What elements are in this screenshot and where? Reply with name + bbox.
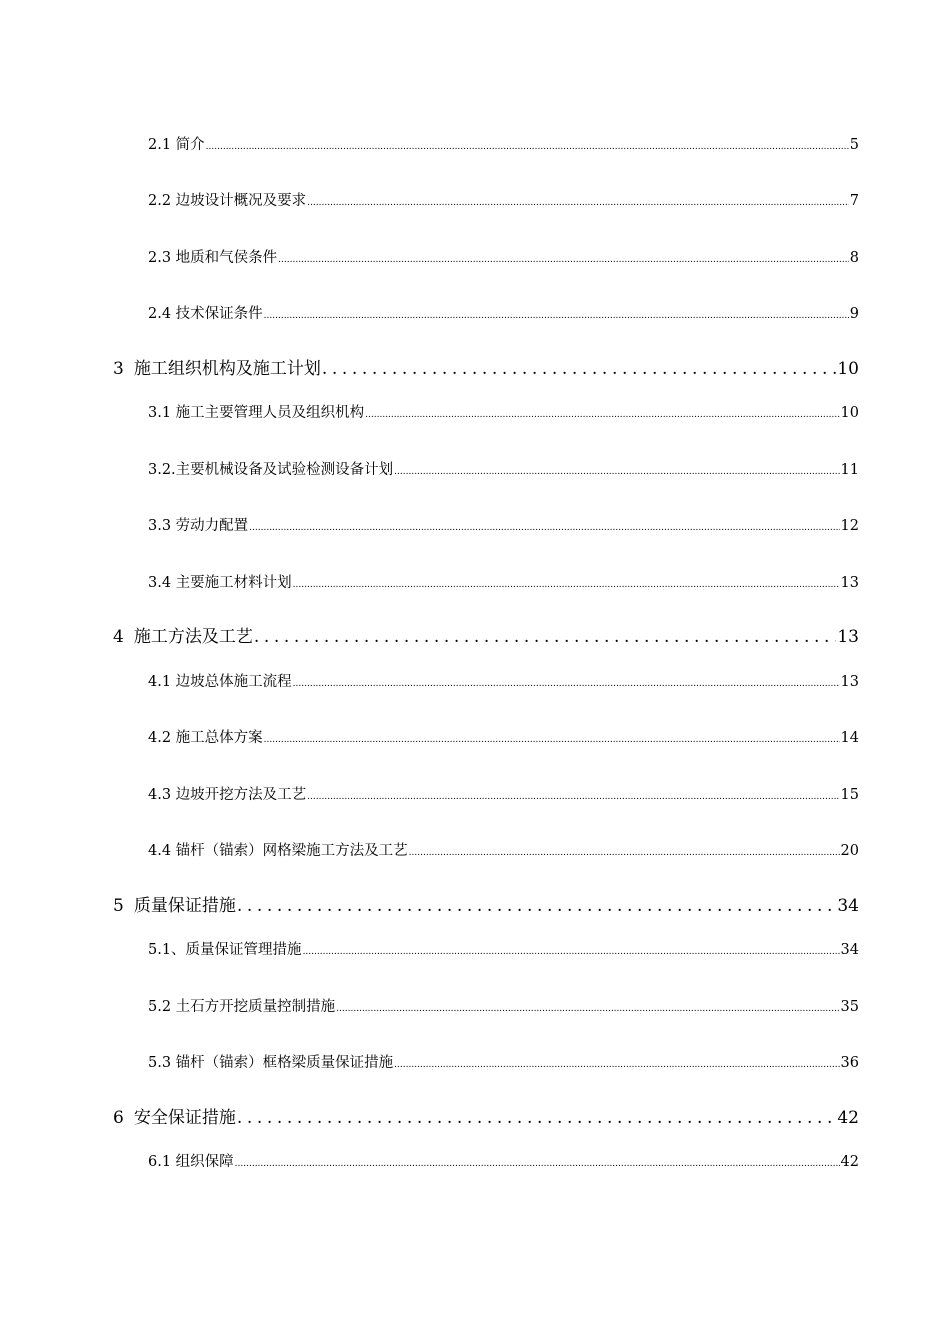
toc-chapter-title-group [113, 891, 236, 916]
dot-leader [264, 311, 849, 321]
toc-page-number: 15 [840, 787, 859, 803]
toc-page-number: 14 [840, 730, 859, 746]
toc-entry-title: 3.3 劳动力配置 [148, 518, 249, 534]
dot-leader [249, 523, 839, 533]
toc-chapter-number: 4 [113, 627, 124, 647]
toc-chapter-title: 施工组织机构及施工计划 [133, 359, 321, 379]
toc-page-number: 8 [849, 250, 859, 266]
toc-entry[interactable] [148, 995, 859, 1016]
toc-chapter-number: 6 [113, 1108, 124, 1128]
dot-leader [235, 1159, 840, 1169]
toc-entry[interactable] [148, 726, 859, 747]
toc-chapter-number: 3 [113, 359, 124, 379]
toc-entry-title: 2.2 边坡设计概况及要求 [148, 193, 307, 209]
dot-leader [278, 255, 849, 265]
toc-entry-title: 2.1 简介 [148, 137, 205, 153]
toc-entry-title: 2.3 地质和气侯条件 [148, 250, 278, 266]
toc-page-number: 7 [849, 193, 859, 209]
toc-page-number: 9 [849, 306, 859, 322]
dot-leader [303, 947, 840, 957]
toc-entry[interactable] [148, 133, 859, 154]
toc-page-number: 34 [837, 896, 859, 916]
toc-entry-title: 4.4 锚杆（锚索）网格梁施工方法及工艺 [148, 843, 408, 859]
dot-leader [264, 735, 840, 745]
toc-entry-title: 3.2.主要机械设备及试验检测设备计划 [148, 462, 394, 478]
toc-page-number: 20 [840, 843, 859, 859]
toc-entry[interactable] [148, 1051, 859, 1072]
toc-entry[interactable] [148, 571, 859, 592]
toc-entry[interactable] [148, 401, 859, 422]
toc-entry-title: 2.4 技术保证条件 [148, 306, 263, 322]
toc-chapter-title: 安全保证措施 [133, 1108, 236, 1128]
toc-page-number: 12 [840, 518, 859, 534]
toc-page-number: 10 [840, 405, 859, 421]
toc-entry[interactable] [148, 458, 859, 479]
toc-chapter-title-group [113, 622, 253, 647]
toc-chapter-title-group [113, 1103, 236, 1128]
toc-chapter-title: 施工方法及工艺 [133, 627, 253, 647]
toc-chapter-title-group [113, 354, 321, 379]
toc-entry[interactable] [148, 514, 859, 535]
toc-chapter-title: 质量保证措施 [133, 896, 236, 916]
toc-entry[interactable] [148, 302, 859, 323]
dot-leader [394, 467, 839, 477]
toc-page-number: 13 [840, 674, 859, 690]
toc-page-number: 34 [840, 942, 859, 958]
toc-entry[interactable] [148, 246, 859, 267]
toc-chapter-entry[interactable] [113, 891, 859, 916]
toc-entry-title: 5.1、质量保证管理措施 [148, 942, 302, 958]
toc-entry-title: 4.2 施工总体方案 [148, 730, 263, 746]
toc-entry-title: 3.1 施工主要管理人员及组织机构 [148, 405, 365, 421]
dot-leader [293, 679, 840, 689]
toc-entry[interactable] [148, 1150, 859, 1171]
dot-leader [293, 580, 840, 590]
dot-leader [206, 142, 849, 152]
toc-entry-title: 4.1 边坡总体施工流程 [148, 674, 292, 690]
toc-page-number: 13 [840, 575, 859, 591]
toc-entry[interactable] [148, 189, 859, 210]
dot-leader [254, 627, 837, 647]
toc-page-number: 42 [837, 1108, 859, 1128]
toc-chapter-entry[interactable] [113, 354, 859, 379]
dot-leader [394, 1060, 839, 1070]
toc-page-number: 13 [837, 627, 859, 647]
toc-page-number: 10 [837, 359, 859, 379]
dot-leader [336, 1004, 839, 1014]
dot-leader [307, 792, 839, 802]
toc-entry-title: 5.3 锚杆（锚索）框格梁质量保证措施 [148, 1055, 394, 1071]
toc-entry[interactable] [148, 938, 859, 959]
dot-leader [409, 848, 840, 858]
dot-leader [365, 410, 839, 420]
toc-page-number: 42 [840, 1154, 859, 1170]
dot-leader [322, 359, 837, 379]
toc-entry[interactable] [148, 670, 859, 691]
toc-chapter-entry[interactable] [113, 1103, 859, 1128]
dot-leader [307, 198, 849, 208]
toc-chapter-number: 5 [113, 896, 124, 916]
toc-page-number: 36 [840, 1055, 859, 1071]
dot-leader [237, 896, 837, 916]
toc-chapter-entry[interactable] [113, 622, 859, 647]
toc-entry-title: 5.2 土石方开挖质量控制措施 [148, 999, 336, 1015]
toc-entry-title: 3.4 主要施工材料计划 [148, 575, 292, 591]
toc-entry-title: 4.3 边坡开挖方法及工艺 [148, 787, 307, 803]
toc-entry-title: 6.1 组织保障 [148, 1154, 234, 1170]
dot-leader [237, 1108, 837, 1128]
toc-page-number: 35 [840, 999, 859, 1015]
toc-entry[interactable] [148, 783, 859, 804]
toc-page-number: 5 [849, 137, 859, 153]
toc-page-number: 11 [840, 462, 859, 478]
toc-entry[interactable] [148, 839, 859, 860]
